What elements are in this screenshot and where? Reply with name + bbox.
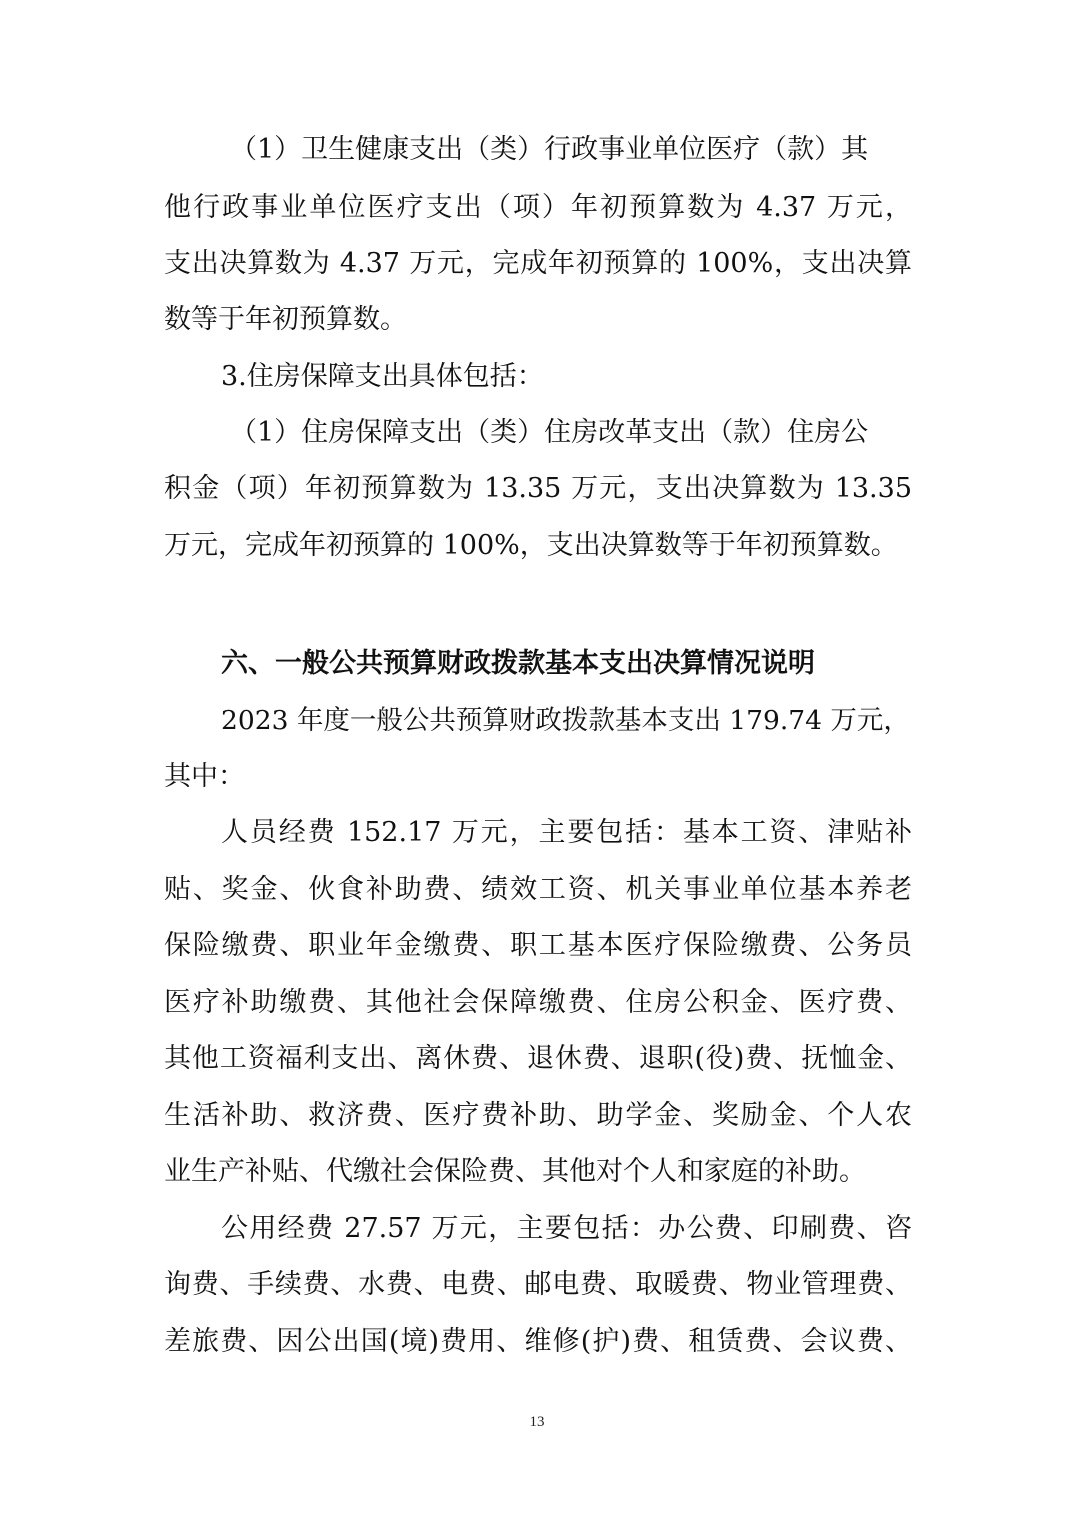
paragraph-line: 他行政事业单位医疗支出（项）年初预算数为 4.37 万元，	[164, 192, 912, 223]
subsection-heading: 3.住房保障支出具体包括：	[221, 361, 544, 392]
paragraph-line: 贴、奖金、伙食补助费、绩效工资、机关事业单位基本养老	[164, 874, 912, 905]
paragraph-line: 人员经费 152.17 万元，主要包括：基本工资、津贴补	[221, 817, 912, 848]
paragraph-line: 积金（项）年初预算数为 13.35 万元，支出决算数为 13.35	[164, 473, 912, 504]
paragraph-line: 公用经费 27.57 万元，主要包括：办公费、印刷费、咨	[221, 1213, 912, 1244]
section-heading: 六、一般公共预算财政拨款基本支出决算情况说明	[221, 648, 815, 679]
paragraph-line: 医疗补助缴费、其他社会保障缴费、住房公积金、医疗费、	[164, 987, 912, 1018]
paragraph-line: 数等于年初预算数。	[164, 304, 407, 335]
paragraph-line: 业生产补贴、代缴社会保险费、其他对个人和家庭的补助。	[164, 1156, 866, 1187]
page-number: 13	[529, 1414, 545, 1430]
paragraph-line: （1）卫生健康支出（类）行政事业单位医疗（款）其	[230, 134, 869, 165]
paragraph-line: 2023 年度一般公共预算财政拨款基本支出 179.74 万元，	[221, 705, 910, 736]
paragraph-line: 其他工资福利支出、离休费、退休费、退职(役)费、抚恤金、	[164, 1043, 912, 1074]
paragraph-line: 生活补助、救济费、医疗费补助、助学金、奖励金、个人农	[164, 1100, 912, 1131]
paragraph-line: （1）住房保障支出（类）住房改革支出（款）住房公	[230, 417, 869, 448]
paragraph-line: 其中：	[164, 761, 245, 792]
paragraph-line: 保险缴费、职业年金缴费、职工基本医疗保险缴费、公务员	[164, 930, 912, 961]
paragraph-line: 询费、手续费、水费、电费、邮电费、取暖费、物业管理费、	[164, 1269, 912, 1300]
paragraph-line: 万元，完成年初预算的 100%，支出决算数等于年初预算数。	[164, 530, 898, 561]
paragraph-line: 支出决算数为 4.37 万元，完成年初预算的 100%，支出决算	[164, 248, 912, 279]
paragraph-line: 差旅费、因公出国(境)费用、维修(护)费、租赁费、会议费、	[164, 1326, 912, 1357]
